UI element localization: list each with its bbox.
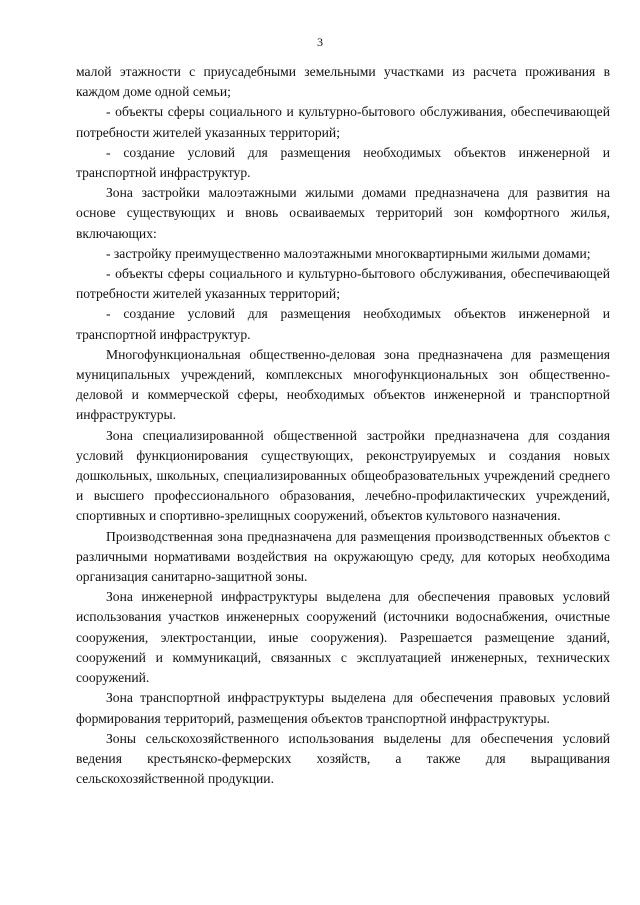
list-item-social-objects: - объекты сферы социального и культурно-бытового обслуживания, обеспечивающей потребности жителей указанных территорий; <box>76 104 610 140</box>
list-item-infrastructure-conditions-2: - создание условий для размещения необходимых объектов инженерной и транспортной инфраструктур. <box>76 306 610 342</box>
list-item-low-rise-development: - застройку преимущественно малоэтажными многоквартирными жилыми домами; <box>106 245 591 261</box>
paragraph-engineering-zone: Зона инженерной инфраструктуры выделена для обеспечения правовых условий использования участков инженерных сооружений (источники водоснабжения, очистные сооружения, электростанции, иные сооружения). Разрешается размещение зданий, сооружений и коммуникаций, связанных с эксплуатацией инженерных, технических сооружений. <box>76 589 610 686</box>
body-text <box>76 62 610 789</box>
paragraph-business-zone: Многофункциональная общественно-деловая зона предназначена для размещения муниципальных учреждений, комплексных многофункциональных зон общественно-деловой и коммерческой сферы, необходимых объектов инженерной и транспортной инфраструктуры. <box>76 346 610 423</box>
page-number: 3 <box>317 35 323 49</box>
list-item-infrastructure-conditions: - создание условий для размещения необходимых объектов инженерной и транспортной инфраструктур. <box>76 144 610 181</box>
paragraph-industrial-zone: Производственная зона предназначена для размещения производственных объектов с различными нормативами воздействия на окружающую среду, для которых необходима организация санитарно-защитной зоны. <box>76 528 610 585</box>
paragraph-continuation: малой этажности с приусадебными земельными участками из расчета проживания в каждом доме одной семьи; <box>76 64 610 100</box>
paragraph-transport-zone: Зона транспортной инфраструктуры выделена для обеспечения правовых условий формирования территорий, размещения объектов транспортной инфраструктуры. <box>76 690 610 726</box>
list-item-social-objects-2: - объекты сферы социального и культурно-бытового обслуживания, обеспечивающей потребности жителей указанных территорий; <box>76 266 610 302</box>
paragraph-agricultural-zone: Зоны сельскохозяйственного использования выделены для обеспечения условий ведения крестьянско-фермерских хозяйств, а также для выращивания сельскохозяйственной продукции. <box>76 730 610 787</box>
paragraph-specialized-public-zone: Зона специализированной общественной застройки предназначена для создания условий функционирования существующих, реконструируемых и создания новых дошкольных, школьных, специализированных общеобразовательных учреждений среднего и высшего профессионального образования, лечебно-профилактических учреждений, спортивных и спортивно-зрелищных сооружений, объектов культового назначения. <box>76 427 610 524</box>
paragraph-low-rise-zone: Зона застройки малоэтажными жилыми домами предназначена для развития на основе существующих и вновь осваиваемых территорий зон комфортного жилья, включающих: <box>76 185 610 241</box>
